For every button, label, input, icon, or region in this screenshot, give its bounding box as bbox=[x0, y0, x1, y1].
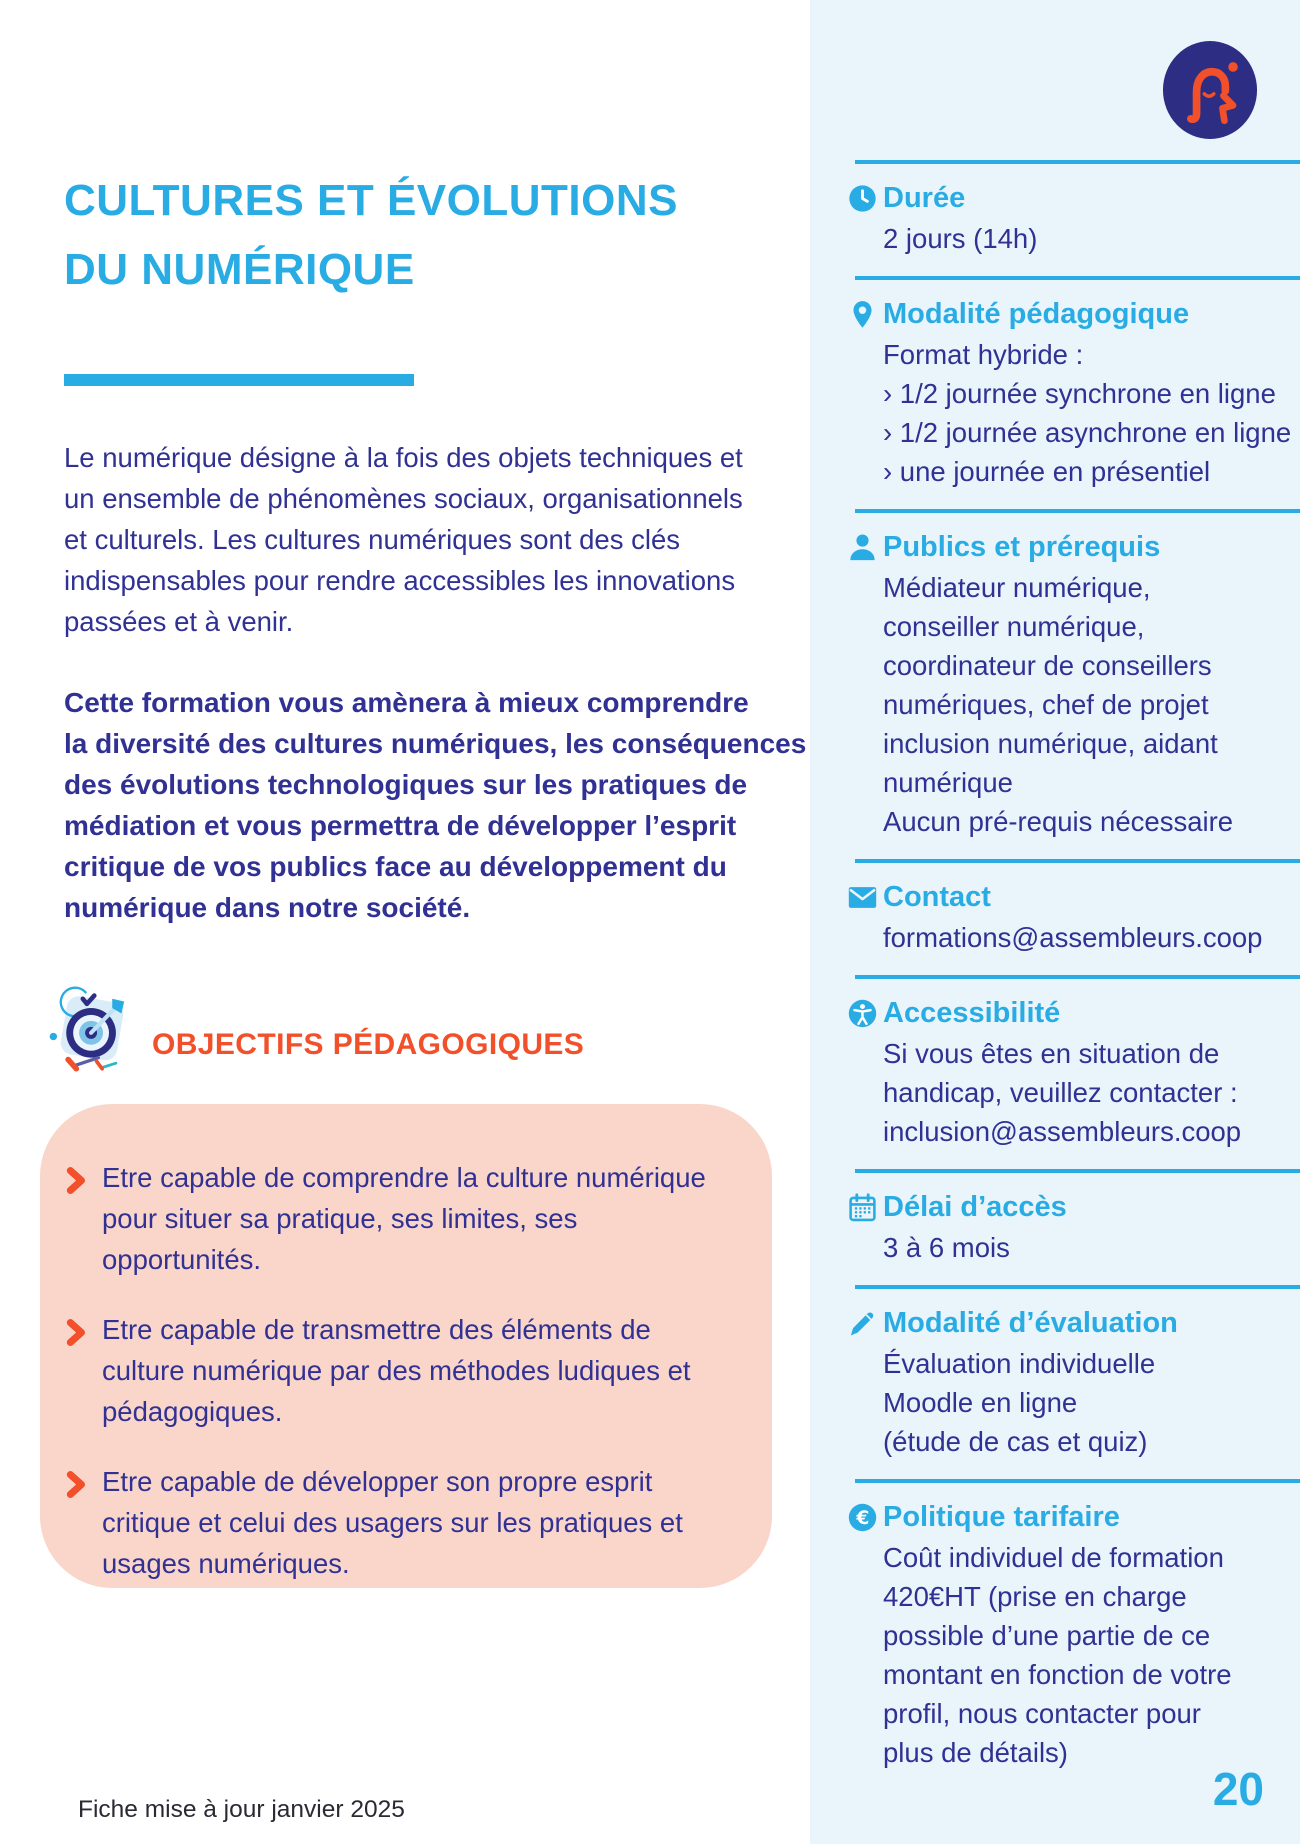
intro-text-line: un ensemble de phénomènes sociaux, organisationnels bbox=[64, 483, 743, 514]
objective-text-line: pour situer sa pratique, ses limites, ses bbox=[102, 1203, 578, 1234]
objective-item bbox=[102, 1309, 752, 1432]
chevron-bullet-icon bbox=[66, 1164, 88, 1191]
objective-text-line: usages numériques. bbox=[102, 1548, 350, 1579]
objective-text-line: Etre capable de transmettre des éléments de bbox=[102, 1314, 651, 1345]
section-text-line: (étude de cas et quiz) bbox=[883, 1426, 1148, 1457]
email-link[interactable]: formations@assembleurs.coop bbox=[883, 922, 1263, 953]
chevron-bullet-icon bbox=[66, 1316, 88, 1343]
objectives-heading: OBJECTIFS PÉDAGOGIQUES bbox=[152, 1028, 585, 1061]
section-text-line: 2 jours (14h) bbox=[883, 223, 1038, 254]
sidebar-section-duree bbox=[810, 164, 1300, 276]
envelope-icon bbox=[847, 882, 878, 913]
accessibility-icon bbox=[847, 998, 878, 1029]
objectives-box bbox=[40, 1104, 772, 1588]
target-dart-icon bbox=[46, 980, 138, 1082]
sidebar-sections bbox=[810, 160, 1300, 1790]
section-text-line: 3 à 6 mois bbox=[883, 1232, 1010, 1263]
intro-text-line: indispensables pour rendre accessibles les innovations bbox=[64, 565, 736, 596]
section-text-line: Moodle en ligne bbox=[883, 1387, 1078, 1418]
section-text-line: Coût individuel de formation bbox=[883, 1542, 1224, 1573]
location-pin-icon bbox=[847, 299, 878, 330]
section-label: Contact bbox=[883, 881, 991, 913]
section-label: Délai d’accès bbox=[883, 1191, 1067, 1223]
intro-bold-text-line: des évolutions technologiques sur les pratiques de bbox=[64, 769, 748, 800]
clock-icon bbox=[847, 183, 878, 214]
objective-text-line: pédagogiques. bbox=[102, 1396, 283, 1427]
sidebar-section-delai-d-acces bbox=[810, 1173, 1300, 1285]
objective-text-line: critique et celui des usagers sur les pratiques et bbox=[102, 1507, 683, 1538]
euro-icon bbox=[847, 1502, 878, 1533]
section-label: Durée bbox=[883, 182, 966, 214]
section-label: Publics et prérequis bbox=[883, 531, 1161, 563]
objective-item bbox=[102, 1157, 752, 1280]
footer-update-note: Fiche mise à jour janvier 2025 bbox=[78, 1796, 405, 1823]
sidebar-section-politique-tarifaire bbox=[810, 1483, 1300, 1790]
section-label: Modalité pédagogique bbox=[883, 298, 1190, 330]
intro-text-line: Le numérique désigne à la fois des objets techniques et bbox=[64, 442, 743, 473]
page-title-line-2: DU NUMÉRIQUE bbox=[64, 245, 415, 294]
section-text-line: conseiller numérique, bbox=[883, 611, 1145, 642]
section-text-line: plus de détails) bbox=[883, 1737, 1068, 1768]
sidebar-section-contact bbox=[810, 863, 1300, 975]
intro-bold-text-line: critique de vos publics face au développement du bbox=[64, 851, 727, 882]
intro-bold-text-line: la diversité des cultures numériques, les conséquences bbox=[64, 728, 807, 759]
info-sidebar bbox=[810, 0, 1300, 1844]
intro-bold-text-line: Cette formation vous amènera à mieux comprendre bbox=[64, 687, 749, 718]
section-text-line: › une journée en présentiel bbox=[883, 456, 1211, 487]
section-text-line: Évaluation individuelle bbox=[883, 1348, 1156, 1379]
objective-text-line: Etre capable de comprendre la culture numérique bbox=[102, 1162, 706, 1193]
intro-text-line: et culturels. Les cultures numériques sont des clés bbox=[64, 524, 680, 555]
sidebar-section-modalite-pedagogique bbox=[810, 280, 1300, 509]
title-underline-bar bbox=[64, 374, 414, 386]
calendar-icon bbox=[847, 1192, 878, 1223]
intro-bold-paragraph bbox=[64, 682, 806, 928]
section-text-line: numérique bbox=[883, 767, 1013, 798]
chevron-bullet-icon bbox=[66, 1468, 88, 1495]
sidebar-section-accessibilite bbox=[810, 979, 1300, 1169]
section-text-line: montant en fonction de votre bbox=[883, 1659, 1232, 1690]
email-link[interactable]: inclusion@assembleurs.coop bbox=[883, 1116, 1242, 1147]
section-text-line: Format hybride : bbox=[883, 339, 1084, 370]
page-title-line-1: CULTURES ET ÉVOLUTIONS bbox=[64, 176, 678, 225]
section-label: Accessibilité bbox=[883, 997, 1061, 1029]
assembleurs-logo-icon bbox=[1162, 40, 1258, 140]
intro-paragraph bbox=[64, 437, 743, 642]
intro-text-line: passées et à venir. bbox=[64, 606, 294, 637]
page-title bbox=[64, 166, 678, 304]
section-text-line: Aucun pré-requis nécessaire bbox=[883, 806, 1234, 837]
section-text-line: handicap, veuillez contacter : bbox=[883, 1077, 1238, 1108]
objective-item bbox=[102, 1461, 752, 1584]
objective-text-line: culture numérique par des méthodes ludiques et bbox=[102, 1355, 691, 1386]
objective-text-line: opportunités. bbox=[102, 1244, 261, 1275]
pen-icon bbox=[847, 1308, 878, 1339]
section-label: Politique tarifaire bbox=[883, 1501, 1120, 1533]
section-text-line: possible d’une partie de ce bbox=[883, 1620, 1211, 1651]
section-text-line: Médiateur numérique, bbox=[883, 572, 1151, 603]
section-text-line: › 1/2 journée synchrone en ligne bbox=[883, 378, 1276, 409]
section-text-line: Si vous êtes en situation de bbox=[883, 1038, 1220, 1069]
section-text-line: inclusion numérique, aidant bbox=[883, 728, 1218, 759]
section-text-line: numériques, chef de projet bbox=[883, 689, 1209, 720]
objective-text-line: Etre capable de développer son propre esprit bbox=[102, 1466, 653, 1497]
page-number: 20 bbox=[1212, 1763, 1264, 1815]
section-text-line: coordinateur de conseillers bbox=[883, 650, 1212, 681]
section-label: Modalité d’évaluation bbox=[883, 1307, 1178, 1339]
sidebar-section-publics-et-prerequis bbox=[810, 513, 1300, 859]
section-text-line: profil, nous contacter pour bbox=[883, 1698, 1201, 1729]
person-icon bbox=[847, 532, 878, 563]
section-text-line: › 1/2 journée asynchrone en ligne bbox=[883, 417, 1292, 448]
intro-bold-text-line: médiation et vous permettra de développer l’esprit bbox=[64, 810, 737, 841]
intro-bold-text-line: numérique dans notre société. bbox=[64, 892, 471, 923]
section-text-line: 420€HT (prise en charge bbox=[883, 1581, 1187, 1612]
sidebar-section-modalite-d-evaluation bbox=[810, 1289, 1300, 1479]
svg-text:€: € bbox=[856, 1507, 870, 1529]
